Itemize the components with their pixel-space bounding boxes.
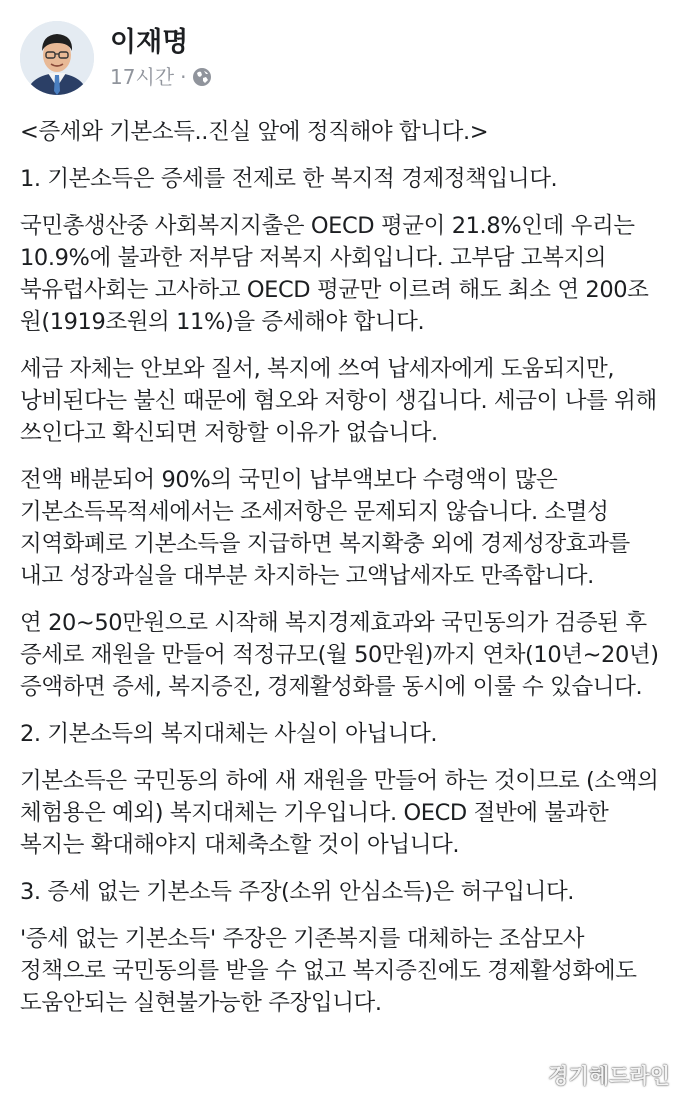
globe-icon[interactable] (192, 67, 212, 87)
post-paragraph: 전액 배분되어 90%의 국민이 납부액보다 수령액이 많은 기본소득목적세에서는 조세저항은 문제되지 않습니다. 소멸성 지역화폐로 기본소득을 지급하면 복지확충 외에 경제성장효과를 내고 성장과실을 대부분 차지하는 고액납세자도 만족합니다. (20, 467, 630, 589)
post-header (20, 18, 212, 98)
post-body (20, 116, 662, 1034)
headline-logo-icon (522, 1062, 544, 1089)
section-heading-2: 2. 기본소득의 복지대체는 사실이 아닙니다. (20, 721, 438, 747)
post-paragraph: 국민총생산중 사회복지지출은 OECD 평균이 21.8%인데 우리는 10.9%에 불과한 저부담 저복지 사회입니다. 고부담 고복지의 북유럽사회는 고사하고 OECD 평균만 이르려 해도 최소 연 200조 원(1919조원의 11%)을 증세해야 합니다. (20, 213, 649, 335)
watermark (522, 1060, 670, 1090)
post-paragraph: '증세 없는 기본소득' 주장은 기존복지를 대체하는 조삼모사 정책으로 국민동의를 받을 수 없고 복지증진에도 경제활성화에도 도움안되는 실현불가능한 주장입니다. (20, 926, 637, 1016)
section-heading-1: 1. 기본소득은 증세를 전제로 한 복지적 경제정책입니다. (20, 166, 558, 192)
post-paragraph: 세금 자체는 안보와 질서, 복지에 쓰여 납세자에게 도움되지만, 낭비된다는 불신 때문에 혐오와 저항이 생깁니다. 세금이 나를 위해 쓰인다고 확신되면 저항할 이유가 없습니다. (20, 356, 657, 446)
post-title: <증세와 기본소득..진실 앞에 정직해야 합니다.> (20, 119, 489, 145)
post-paragraph: 기본소득은 국민동의 하에 새 재원을 만들어 하는 것이므로 (소액의 체험용은 예외) 복지대체는 기우입니다. OECD 절반에 불과한 복지는 확대해야지 대체축소할 것이 아닙니다. (20, 768, 659, 858)
post-timestamp[interactable]: 17시간 (110, 65, 175, 89)
meta-separator: · (180, 65, 187, 89)
author-block (110, 26, 212, 90)
watermark-text: 경기헤드라인 (548, 1064, 670, 1088)
post-meta (110, 64, 212, 90)
section-heading-3: 3. 증세 없는 기본소득 주장(소위 안심소득)은 허구입니다. (20, 879, 575, 905)
avatar[interactable] (20, 21, 94, 95)
author-name[interactable]: 이재명 (110, 27, 189, 58)
post-paragraph: 연 20~50만원으로 시작해 복지경제효과와 국민동의가 검증된 후 증세로 재원을 만들어 적정규모(월 50만원)까지 연차(10년~20년) 증액하면 증세, 복지증진, 경제활성화를 동시에 이룰 수 있습니다. (20, 610, 659, 700)
